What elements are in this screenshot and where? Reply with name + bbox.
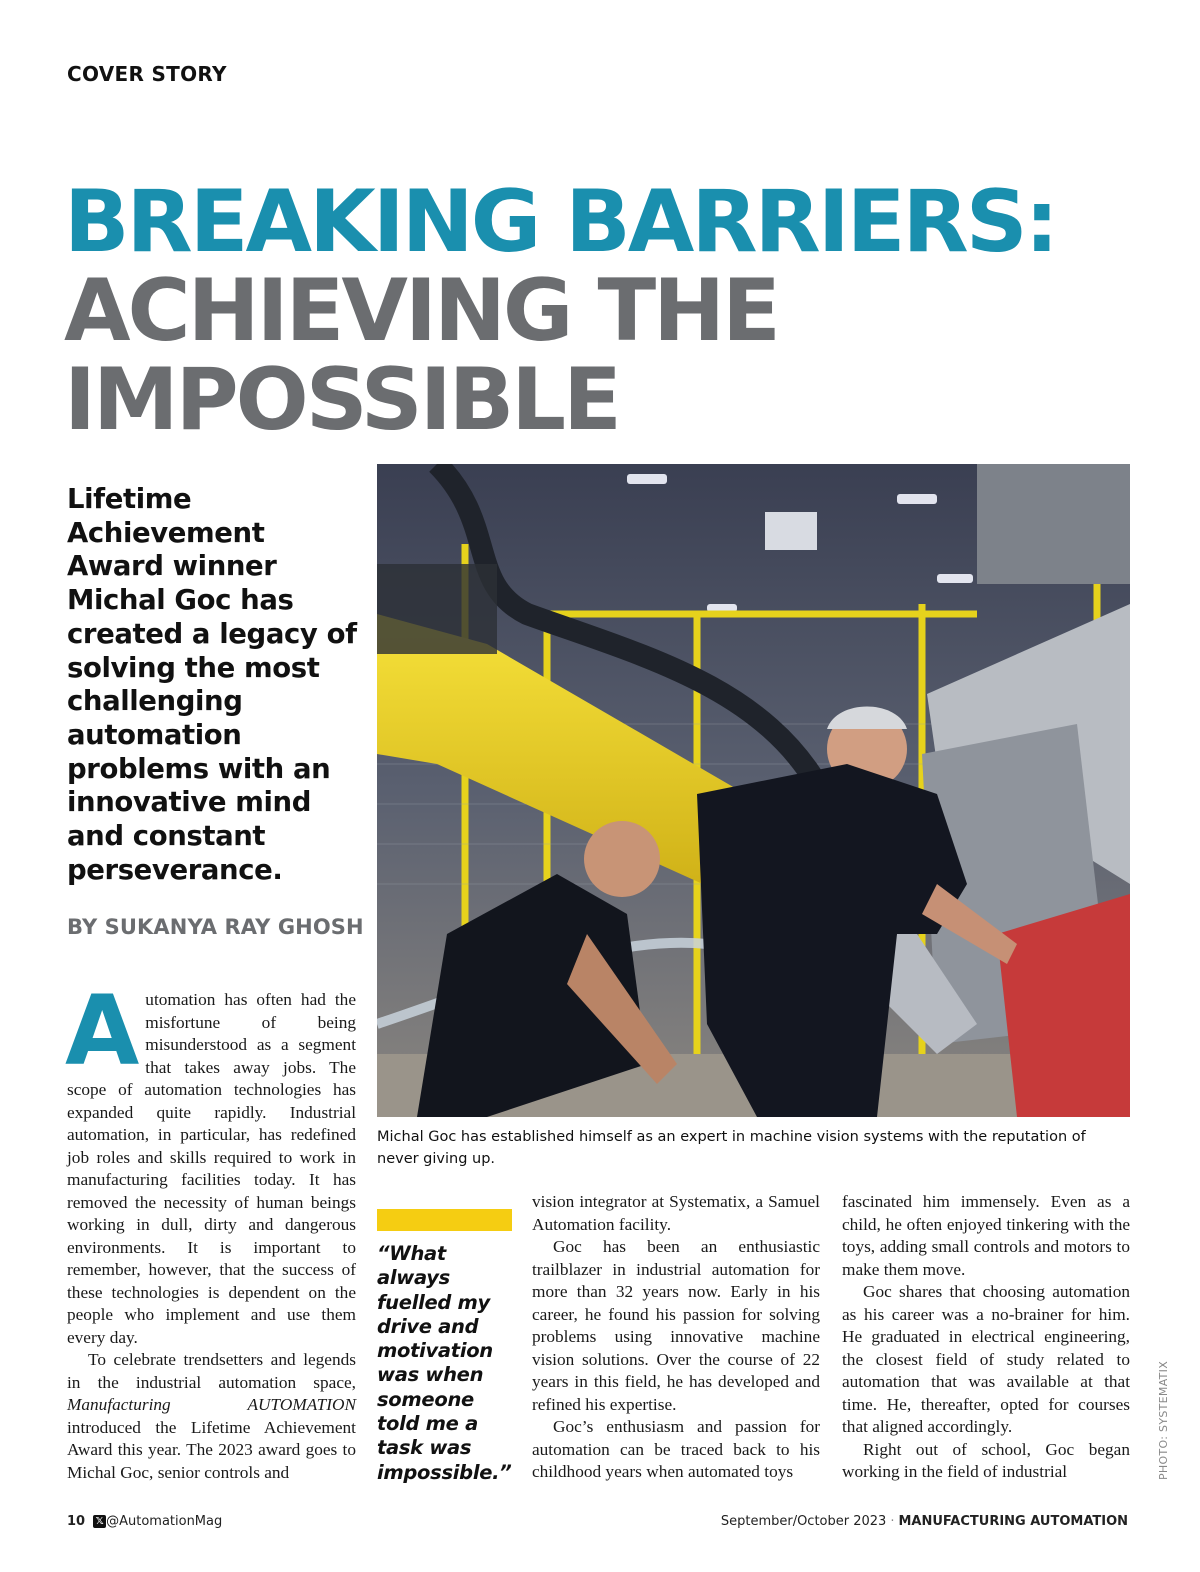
body-column-4 <box>842 1191 1130 1484</box>
issue-date: September/October 2023 <box>720 1514 887 1529</box>
body-text: To celebrate trendsetters and legends in the industrial automation space, <box>67 1350 356 1392</box>
x-logo-icon: 𝕏 <box>93 1515 106 1528</box>
pullquote: “What always fuelled my drive and motivation was when someone told me a task was impossible.” <box>377 1242 512 1484</box>
body-paragraph: Goc shares that choosing automation as his career was a no-brainer for him. He graduated in electrical engineering, the closest field of study related to automation that was available at that time. He, thereafter, opted for courses that aligned accordingly. <box>842 1282 1130 1436</box>
publication-title: MANUFACTURING AUTOMATION <box>898 1514 1128 1529</box>
pullquote-bar <box>377 1209 512 1231</box>
photo-caption: Michal Goc has established himself as an expert in machine vision systems with the reputation of never giving up. <box>377 1129 1086 1167</box>
body-column-3 <box>532 1191 820 1484</box>
headline-line-1: BREAKING BARRIERS: <box>64 172 1057 272</box>
deck: Lifetime Achievement Award winner Michal Goc has created a legacy of solving the most challenging automation problems with an innovative mind and constant perseverance. <box>67 483 357 886</box>
body-paragraph: Goc has been an enthusiastic trailblazer in industrial automation for more than 32 years now. Early in his career, he found his passion for solving problems using innovative machine vision solutions. Over the course of 22 years in this field, he has developed and refined his expertise. <box>532 1237 820 1414</box>
body-paragraph <box>65 975 356 1349</box>
body-paragraph: Right out of school, Goc began working in the field of industrial <box>842 1439 1130 1481</box>
drop-cap: A <box>65 975 140 1087</box>
byline: BY SUKANYA RAY GHOSH <box>67 915 364 939</box>
body-paragraph <box>67 1349 356 1484</box>
social-handle[interactable]: @AutomationMag <box>106 1514 223 1529</box>
headline <box>64 172 1164 450</box>
body-text: utomation has often had the misfortune of being misunderstood as a segment that takes away jobs. The scope of automation technologies has expanded quite rapidly. Industrial automation, in particular, has redefined job roles and skills required to work in manufacturing facilities today. It has removed the necessity of human beings working in dull, dirty and dangerous environments. It is important to remember, however, that the success of these technologies is dependent on the people who implement and use them every day. <box>67 990 356 1347</box>
section-label: COVER STORY <box>67 62 227 86</box>
separator: · <box>890 1514 895 1529</box>
body-column-1 <box>65 975 356 1484</box>
publication-name: Manufacturing AUTOMATION <box>67 1395 356 1414</box>
headline-line-2: ACHIEVING THE IMPOSSIBLE <box>64 261 778 450</box>
page-footer <box>67 1514 1128 1534</box>
photo-credit: PHOTO: SYSTEMATIX <box>1157 1360 1170 1480</box>
body-text: introduced the Lifetime Achievement Award this year. The 2023 award goes to Michal Goc, senior controls and <box>67 1417 356 1482</box>
cover-photo <box>377 464 1130 1117</box>
body-paragraph: fascinated him immensely. Even as a child, he often enjoyed tinkering with the toys, adding small controls and motors to make them move. <box>842 1192 1130 1279</box>
page-number: 10 <box>67 1514 86 1529</box>
body-paragraph: Goc’s enthusiasm and passion for automation can be traced back to his childhood years when automated toys <box>532 1417 820 1481</box>
body-paragraph: vision integrator at Systematix, a Samuel Automation facility. <box>532 1192 820 1234</box>
